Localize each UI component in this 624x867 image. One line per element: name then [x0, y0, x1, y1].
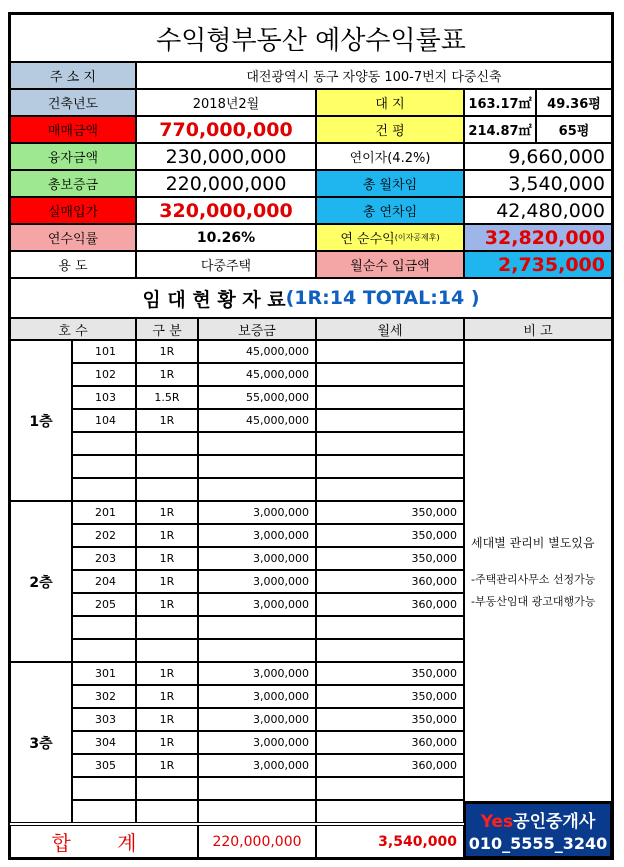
yearly-rent-label: 총 연차임: [316, 197, 464, 224]
agency-brand: Yes: [480, 812, 514, 832]
room-number: 304: [72, 731, 136, 754]
actual-value: 320,000,000: [136, 197, 316, 224]
room-number: 301: [72, 662, 136, 685]
room-type: [136, 616, 198, 639]
page-title: 수익형부동산 예상수익률표: [10, 14, 612, 62]
room-deposit: [198, 639, 316, 662]
room-deposit: 3,000,000: [198, 524, 316, 547]
interest-label: 연이자(4.2%): [316, 143, 464, 170]
room-rent: [316, 340, 464, 363]
room-type: 1R: [136, 501, 198, 524]
lease-heading-title: 임 대 현 황 자 료: [142, 288, 286, 311]
room-number: [72, 639, 136, 662]
room-deposit: 55,000,000: [198, 386, 316, 409]
header-room: 호 수: [10, 318, 136, 340]
room-type: 1R: [136, 662, 198, 685]
room-rent: [316, 777, 464, 800]
address-label: 주 소 지: [10, 62, 136, 89]
price-label: 매매금액: [10, 116, 136, 143]
room-rent: [316, 800, 464, 823]
room-deposit: 3,000,000: [198, 547, 316, 570]
year-value: 2018년2월: [136, 89, 316, 116]
agency-title: [481, 807, 596, 832]
land-label: 대 지: [316, 89, 464, 116]
room-number: [72, 616, 136, 639]
room-deposit: 3,000,000: [198, 731, 316, 754]
room-rent: [316, 386, 464, 409]
address-value: 대전광역시 동구 자양동 100-7번지 다중신축: [136, 62, 612, 89]
note-line: 세대별 관리비 별도있음: [471, 535, 595, 550]
header-type: 구 분: [136, 318, 198, 340]
room-number: 204: [72, 570, 136, 593]
room-type: 1R: [136, 708, 198, 731]
total-label: 합 계: [10, 825, 198, 858]
room-rent: 360,000: [316, 593, 464, 616]
net-note: (이자공제후): [394, 233, 440, 242]
room-deposit: 3,000,000: [198, 754, 316, 777]
room-deposit: [198, 432, 316, 455]
room-number: 302: [72, 685, 136, 708]
agency-box: [464, 802, 612, 858]
room-type: [136, 432, 198, 455]
room-deposit: 3,000,000: [198, 570, 316, 593]
room-deposit: 3,000,000: [198, 685, 316, 708]
agency-name: 공인중개사: [513, 812, 596, 832]
room-deposit: [198, 455, 316, 478]
room-number: 103: [72, 386, 136, 409]
header-note: 비 고: [464, 318, 612, 340]
room-type: 1R: [136, 593, 198, 616]
room-rent: 350,000: [316, 524, 464, 547]
room-rent: 360,000: [316, 731, 464, 754]
room-type: 1R: [136, 570, 198, 593]
room-rent: 360,000: [316, 570, 464, 593]
room-number: [72, 455, 136, 478]
floor-label: 3층: [10, 662, 72, 823]
land-m2: 163.17㎡: [464, 89, 536, 116]
room-type: 1R: [136, 363, 198, 386]
room-deposit: [198, 616, 316, 639]
room-deposit: [198, 800, 316, 823]
note-line: -주택관리사무소 선정가능: [471, 572, 596, 586]
building-py: 65평: [536, 116, 612, 143]
room-number: 303: [72, 708, 136, 731]
building-label: 건 평: [316, 116, 464, 143]
room-rent: [316, 455, 464, 478]
room-number: 202: [72, 524, 136, 547]
room-type: [136, 800, 198, 823]
monthly-net-label: 월순수 입금액: [316, 251, 464, 278]
deposit-value: 220,000,000: [136, 170, 316, 197]
room-type: 1R: [136, 685, 198, 708]
room-number: [72, 800, 136, 823]
room-deposit: 3,000,000: [198, 662, 316, 685]
price-value: 770,000,000: [136, 116, 316, 143]
lease-heading: [10, 278, 612, 318]
room-rent: 350,000: [316, 685, 464, 708]
room-number: [72, 777, 136, 800]
room-rent: [316, 409, 464, 432]
header-rent: 월세: [316, 318, 464, 340]
header-deposit: 보증금: [198, 318, 316, 340]
room-number: 104: [72, 409, 136, 432]
room-number: [72, 432, 136, 455]
room-deposit: 45,000,000: [198, 363, 316, 386]
room-rent: 350,000: [316, 547, 464, 570]
room-number: [72, 478, 136, 501]
actual-label: 실매입가: [10, 197, 136, 224]
room-deposit: [198, 777, 316, 800]
room-type: 1R: [136, 340, 198, 363]
room-type: [136, 455, 198, 478]
room-number: 102: [72, 363, 136, 386]
note-box: [464, 340, 612, 802]
note-line: -부동산임대 광고대행가능: [471, 594, 596, 608]
room-type: 1.5R: [136, 386, 198, 409]
room-rent: 360,000: [316, 754, 464, 777]
monthly-net-value: 2,735,000: [464, 251, 612, 278]
room-type: 1R: [136, 524, 198, 547]
yield-label: 연수익률: [10, 224, 136, 251]
room-type: 1R: [136, 731, 198, 754]
loan-value: 230,000,000: [136, 143, 316, 170]
room-type: [136, 478, 198, 501]
room-rent: [316, 478, 464, 501]
room-deposit: 45,000,000: [198, 409, 316, 432]
room-number: 203: [72, 547, 136, 570]
yearly-rent-value: 42,480,000: [464, 197, 612, 224]
net-label-cell: [316, 224, 464, 251]
room-rent: [316, 616, 464, 639]
room-type: 1R: [136, 409, 198, 432]
loan-label: 융자금액: [10, 143, 136, 170]
room-deposit: 3,000,000: [198, 708, 316, 731]
room-number: 101: [72, 340, 136, 363]
room-rent: 350,000: [316, 501, 464, 524]
room-type: [136, 639, 198, 662]
room-rent: [316, 363, 464, 386]
monthly-rent-label: 총 월차임: [316, 170, 464, 197]
net-value: 32,820,000: [464, 224, 612, 251]
room-number: 205: [72, 593, 136, 616]
deposit-label: 총보증금: [10, 170, 136, 197]
room-deposit: 3,000,000: [198, 501, 316, 524]
room-rent: 350,000: [316, 708, 464, 731]
agency-phone: 010_5555_3240: [468, 834, 608, 853]
floor-label: 1층: [10, 340, 72, 501]
year-label: 건축년도: [10, 89, 136, 116]
room-type: 1R: [136, 547, 198, 570]
room-deposit: [198, 478, 316, 501]
room-type: [136, 777, 198, 800]
monthly-rent-value: 3,540,000: [464, 170, 612, 197]
room-number: 305: [72, 754, 136, 777]
floor-label: 2층: [10, 501, 72, 662]
total-deposit: 220,000,000: [198, 825, 316, 858]
net-label: 연 순수익: [340, 232, 395, 247]
room-deposit: 3,000,000: [198, 593, 316, 616]
building-m2: 214.87㎡: [464, 116, 536, 143]
room-rent: [316, 432, 464, 455]
room-rent: [316, 639, 464, 662]
room-deposit: 45,000,000: [198, 340, 316, 363]
room-rent: 350,000: [316, 662, 464, 685]
yield-value: 10.26%: [136, 224, 316, 251]
usage-label: 용 도: [10, 251, 136, 278]
lease-heading-total: (1R:14 TOTAL:14 ): [285, 287, 480, 309]
interest-value: 9,660,000: [464, 143, 612, 170]
room-number: 201: [72, 501, 136, 524]
usage-value: 다중주택: [136, 251, 316, 278]
room-type: 1R: [136, 754, 198, 777]
estimate-sheet: [8, 12, 614, 860]
land-py: 49.36평: [536, 89, 612, 116]
total-rent: 3,540,000: [316, 825, 464, 858]
